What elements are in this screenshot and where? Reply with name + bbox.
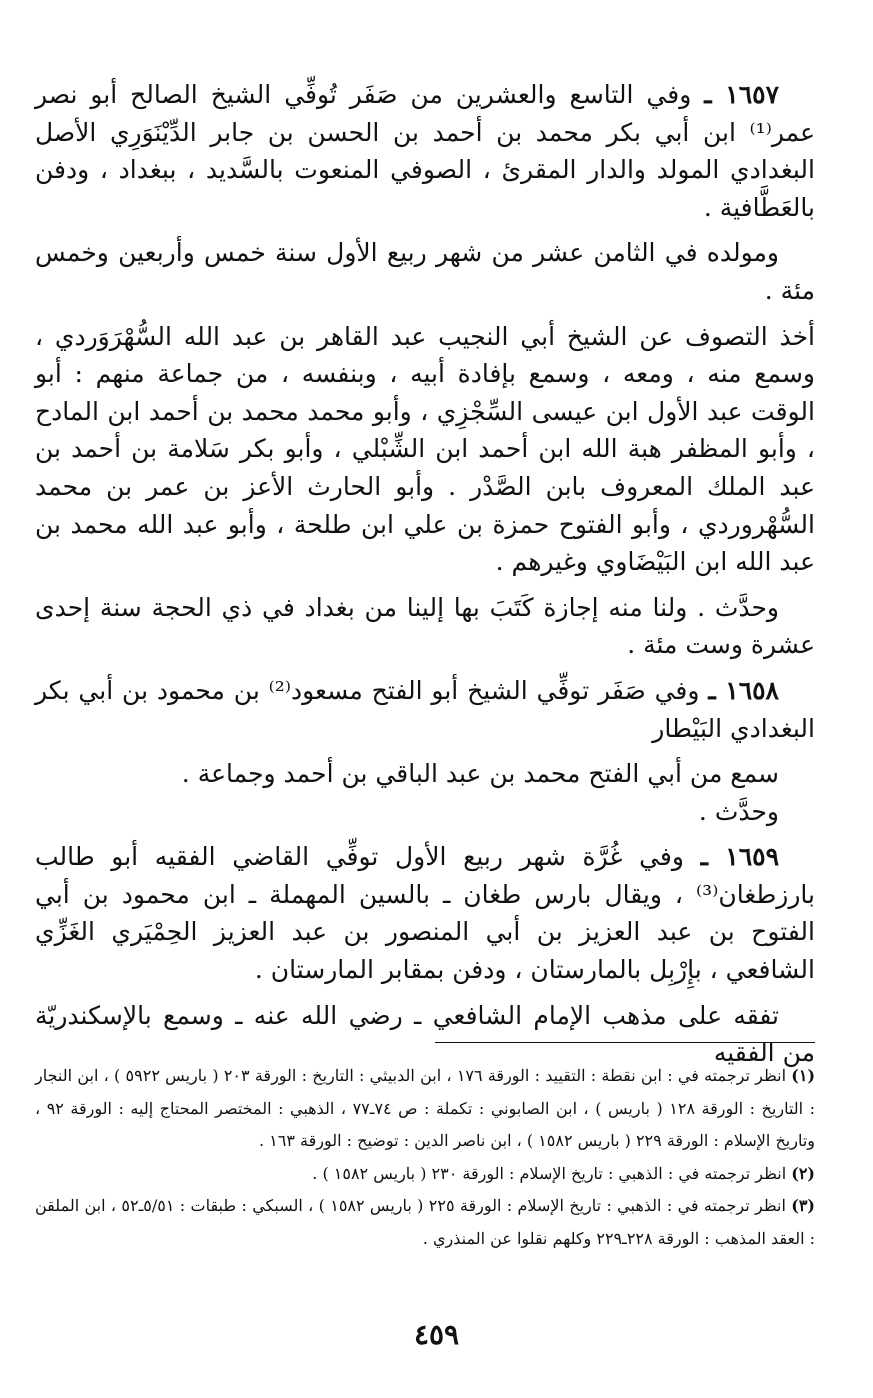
paragraph-text: وحدَّث . ولنا منه إجازة كَتَبَ بها إلينا من بغداد في ذي الحجة سنة إحدى عشرة وست مئة . bbox=[35, 592, 815, 660]
paragraph-text: أخذ التصوف عن الشيخ أبي النجيب عبد القاهر بن عبد الله السُّهْرَوَردي ، وسمع منه ، ومعه ، وسمع بإفادة أبيه ، وبنفسه ، من جماعة منهم : أبو الوقت عبد الأول ابن عيسى السِّجْزِي ، وأبو محمد محمد بن أحمد ابن المادح ، وأبو المظفر هبة الله ابن أحمد ابن الشِّبْلي ، وأبو بكر سَلامة بن أحمد بن عبد الملك المعروف بابن الصَّدْر . وأبو الحارث الأعز بن عمر بن محمد السُّهْروردي ، وأبو الفتوح حمزة بن علي ابن طلحة ، وأبو عبد الله محمد بن عبد الله ابن البَيْضَاوي وغيرهم . bbox=[35, 321, 815, 577]
paragraph-text: وفي التاسع والعشرين من صَفَر تُوفِّي الشيخ الصالح أبو نصر عمر⁽¹⁾ ابن أبي بكر محمد بن أحمد بن الحسن بن جابر الدِّيْنَوَرِي الأصل البغدادي المولد والدار المقرئ ، الصوفي المنعوت بالسَّديد ، ببغداد ، ودفن بالعَطَّافية . bbox=[35, 80, 815, 222]
footnote-text: انظر ترجمته في : الذهبي : تاريخ الإسلام : الورقة ٢٣٠ ( باريس ١٥٨٢ ) . bbox=[312, 1163, 787, 1183]
paragraph-text: وفي صَفَر توفِّي الشيخ أبو الفتح مسعود⁽²⁾ بن محمود بن أبي بكر البغدادي البَيْطار bbox=[35, 675, 815, 743]
footnote-mark: (٣) bbox=[791, 1196, 815, 1215]
footnote-3 bbox=[35, 1190, 815, 1255]
entry-number: ١٦٥٩ ـ bbox=[700, 842, 780, 872]
paragraph-text: وحدَّث . bbox=[698, 796, 779, 826]
paragraph-ijaza bbox=[35, 589, 815, 664]
paragraph-heard bbox=[35, 755, 815, 793]
paragraph-teachers bbox=[35, 318, 815, 581]
paragraph-entry-1659 bbox=[35, 838, 815, 988]
paragraph-text: ومولده في الثامن عشر من شهر ربيع الأول سنة خمس وأربعين وخمس مئة . bbox=[35, 238, 815, 305]
paragraph-text: تفقه على مذهب الإمام الشافعي ـ رضي الله عنه ـ وسمع بالإسكندريّة من الفقيه bbox=[35, 1000, 815, 1068]
paragraph-entry-1657 bbox=[35, 76, 815, 226]
paragraph-entry-1658 bbox=[35, 672, 815, 747]
footnote-mark: (١) bbox=[791, 1066, 816, 1085]
footnote-divider bbox=[435, 1042, 815, 1043]
footnote-text: انظر ترجمته في : الذهبي : تاريخ الإسلام : الورقة ٢٢٥ ( باريس ١٥٨٢ ) ، السبكي : طبقات : ٥/٥١ـ٥٢ ، ابن الملقن : العقد المذهب : الورقة ٢٢٨ـ٢٢٩ وكلهم نقلوا عن المنذري . bbox=[35, 1196, 815, 1248]
page-number: ٤٥٩ bbox=[413, 1318, 460, 1351]
footnote-mark: (٢) bbox=[791, 1163, 815, 1183]
footnote-1 bbox=[35, 1060, 815, 1158]
footnote-2 bbox=[35, 1158, 815, 1191]
main-text bbox=[35, 76, 815, 1080]
paragraph-text: سمع من أبي الفتح محمد بن عبد الباقي بن أحمد وجماعة . bbox=[181, 759, 779, 789]
footnotes bbox=[35, 1060, 815, 1255]
paragraph-birth bbox=[35, 234, 815, 309]
paragraph-narrated bbox=[35, 793, 815, 831]
paragraph-text: وفي غُرَّة شهر ربيع الأول توفِّي القاضي الفقيه أبو طالب بارزطغان⁽³⁾ ، ويقال بارس طغان ـ بالسين المهملة ـ ابن محمود بن أبي الفتوح بن عبد العزيز بن أبي المنصور بن عبد العزيز الحِمْيَري الغَزِّي الشافعي ، بإِرْبِل بالمارستان ، ودفن بمقابر المارستان . bbox=[35, 842, 815, 985]
entry-number: ١٦٥٧ ـ bbox=[704, 80, 779, 109]
entry-number: ١٦٥٨ ـ bbox=[708, 675, 779, 705]
footnote-text: انظر ترجمته في : ابن نقطة : التقييد : الورقة ١٧٦ ، ابن الدبيثي : التاريخ : الورقة ٢٠٣ ( باريس ٥٩٢٢ ) ، ابن النجار : التاريخ : الورقة ١٢٨ ( باريس ) ، ابن الصابوني : تكملة : ص ٧٤ـ٧٧ ، الذهبي : المختصر المحتاج إليه : الورقة ٩٢ ، وتاريخ الإسلام : الورقة ٢٢٩ ( باريس ١٥٨٢ ) ، ابن ناصر الدين : توضيح : الورقة ١٦٣ . bbox=[35, 1066, 816, 1150]
